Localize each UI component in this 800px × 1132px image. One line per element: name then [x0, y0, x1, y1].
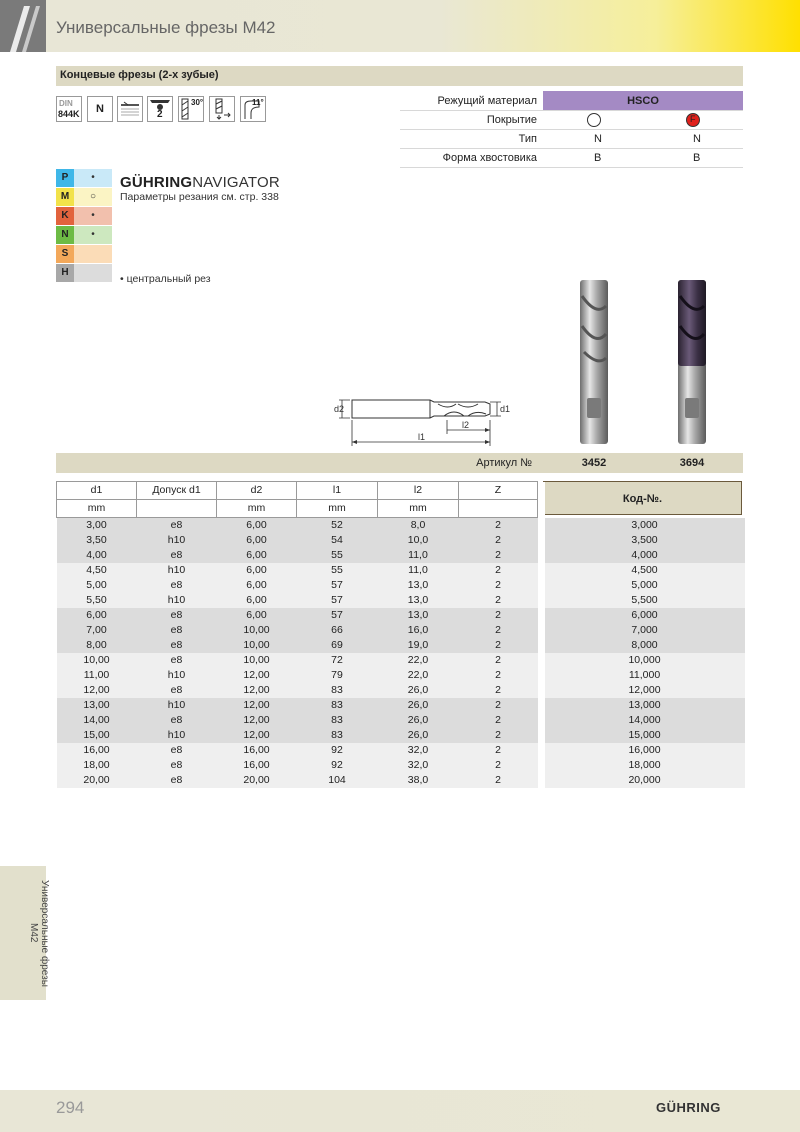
- column-gap: [538, 548, 545, 563]
- table-row: [57, 533, 745, 548]
- cell-d2: 10,00: [217, 653, 297, 668]
- cell-l2: 32,0: [378, 743, 459, 758]
- cell-code: 4,500: [545, 563, 745, 578]
- cell-l2: 26,0: [378, 698, 459, 713]
- cell-l1: 72: [297, 653, 378, 668]
- cell-l2: 13,0: [378, 578, 459, 593]
- plunge-icon: [209, 96, 235, 122]
- cell-z: 2: [459, 668, 538, 683]
- cell-d2: 6,00: [217, 608, 297, 623]
- section-title: Концевые фрезы (2-х зубые): [60, 69, 219, 81]
- material-value: HSCO: [627, 95, 659, 107]
- column-gap: [538, 728, 545, 743]
- cell-d1: 11,00: [57, 668, 137, 683]
- cell-d1: 5,50: [57, 593, 137, 608]
- cell-tolerance: h10: [137, 593, 217, 608]
- cell-tolerance: e8: [137, 608, 217, 623]
- table-row: [57, 728, 745, 743]
- article-number-1: 3452: [581, 457, 607, 469]
- cell-l2: 16,0: [378, 623, 459, 638]
- table-row: [57, 758, 745, 773]
- cell-l2: 26,0: [378, 728, 459, 743]
- cell-z: 2: [459, 548, 538, 563]
- cell-l1: 57: [297, 578, 378, 593]
- side-tab-line-2: M42: [28, 923, 39, 943]
- column-gap: [538, 500, 545, 518]
- flute-count: 2: [157, 109, 163, 120]
- cell-l2: 11,0: [378, 563, 459, 578]
- table-row: [57, 623, 745, 638]
- cell-tolerance: e8: [137, 713, 217, 728]
- unit-l1: mm: [297, 500, 378, 518]
- cell-l1: 69: [297, 638, 378, 653]
- unit-d1: mm: [57, 500, 137, 518]
- cell-tolerance: h10: [137, 563, 217, 578]
- cell-d1: 4,50: [57, 563, 137, 578]
- coating-mark: F: [690, 114, 696, 124]
- table-row: [57, 518, 745, 534]
- cell-d1: 12,00: [57, 683, 137, 698]
- cell-d2: 6,00: [217, 563, 297, 578]
- property-row-type: Тип N N: [400, 129, 743, 149]
- unit-z: [459, 500, 538, 518]
- cell-code: 5,500: [545, 593, 745, 608]
- material-suitability: •: [74, 169, 112, 187]
- table-row: [57, 548, 745, 563]
- unit-tolerance: [137, 500, 217, 518]
- cell-d2: 16,00: [217, 743, 297, 758]
- material-row-n: [56, 226, 112, 244]
- cell-d2: 12,00: [217, 713, 297, 728]
- cell-d2: 16,00: [217, 758, 297, 773]
- column-gap: [538, 623, 545, 638]
- din-number: 844K: [58, 109, 80, 119]
- header-z: Z: [459, 482, 538, 500]
- uncoated-circle-icon: [587, 113, 601, 127]
- page-title: Универсальные фрезы M42: [56, 18, 276, 37]
- property-row-shank: Форма хвостовика B B: [400, 148, 743, 168]
- table-unit-row: [57, 500, 745, 518]
- cell-code: 13,000: [545, 698, 745, 713]
- cell-code: 11,000: [545, 668, 745, 683]
- cell-code: 7,000: [545, 623, 745, 638]
- column-gap: [538, 653, 545, 668]
- cell-d1: 14,00: [57, 713, 137, 728]
- column-gap: [538, 713, 545, 728]
- cell-d1: 5,00: [57, 578, 137, 593]
- material-letter: K: [56, 207, 74, 225]
- navigator-brand-bold: GÜHRING: [120, 174, 193, 191]
- cell-l2: 38,0: [378, 773, 459, 788]
- column-gap: [538, 773, 545, 788]
- cell-l2: 19,0: [378, 638, 459, 653]
- cell-l1: 66: [297, 623, 378, 638]
- header-code-spacer: [545, 482, 745, 500]
- material-letter: P: [56, 169, 74, 187]
- milling-surface-icon: [117, 96, 143, 122]
- column-gap: [538, 578, 545, 593]
- table-row: [57, 653, 745, 668]
- material-suitability: ○: [74, 188, 112, 206]
- cell-code: 3,500: [545, 533, 745, 548]
- cell-l1: 52: [297, 518, 378, 534]
- helix-angle-value: 30°: [191, 98, 204, 107]
- material-row-h: [56, 264, 112, 282]
- material-suitability: [74, 264, 112, 282]
- logo-stripes-icon: [0, 0, 46, 52]
- cell-l2: 22,0: [378, 653, 459, 668]
- material-suitability: •: [74, 226, 112, 244]
- cell-l2: 11,0: [378, 548, 459, 563]
- column-gap: [538, 563, 545, 578]
- cell-code: 10,000: [545, 653, 745, 668]
- column-gap: [538, 533, 545, 548]
- cell-l2: 26,0: [378, 713, 459, 728]
- column-gap: [538, 482, 545, 500]
- l2-label: l2: [462, 420, 470, 430]
- cell-code: 3,000: [545, 518, 745, 534]
- cell-d1: 4,00: [57, 548, 137, 563]
- column-gap: [538, 698, 545, 713]
- cell-z: 2: [459, 533, 538, 548]
- cell-code: 12,000: [545, 683, 745, 698]
- cell-d1: 15,00: [57, 728, 137, 743]
- cell-tolerance: h10: [137, 698, 217, 713]
- cell-l1: 54: [297, 533, 378, 548]
- l1-label: l1: [418, 432, 426, 442]
- cell-code: 8,000: [545, 638, 745, 653]
- column-gap: [538, 638, 545, 653]
- table-row: [57, 683, 745, 698]
- cell-d1: 18,00: [57, 758, 137, 773]
- cell-tolerance: h10: [137, 533, 217, 548]
- cell-z: 2: [459, 743, 538, 758]
- cell-d1: 8,00: [57, 638, 137, 653]
- cell-code: 15,000: [545, 728, 745, 743]
- footer-brand-logo: GÜHRING: [656, 1100, 721, 1115]
- cell-z: 2: [459, 638, 538, 653]
- cell-tolerance: e8: [137, 518, 217, 534]
- cell-z: 2: [459, 563, 538, 578]
- cell-l1: 83: [297, 728, 378, 743]
- table-row: [57, 698, 745, 713]
- cell-l1: 104: [297, 773, 378, 788]
- cell-l2: 26,0: [378, 683, 459, 698]
- material-label: Режущий материал: [437, 95, 537, 107]
- cell-z: 2: [459, 758, 538, 773]
- cell-l2: 10,0: [378, 533, 459, 548]
- unit-code-spacer: [545, 500, 745, 518]
- cell-d2: 6,00: [217, 578, 297, 593]
- cell-z: 2: [459, 683, 538, 698]
- cell-d2: 12,00: [217, 728, 297, 743]
- cell-d2: 12,00: [217, 698, 297, 713]
- material-row-s: [56, 245, 112, 263]
- column-gap: [538, 743, 545, 758]
- cell-z: 2: [459, 698, 538, 713]
- cell-d2: 6,00: [217, 533, 297, 548]
- type-n-badge: [87, 96, 113, 122]
- cell-d2: 12,00: [217, 683, 297, 698]
- material-suitability: [74, 245, 112, 263]
- cell-tolerance: e8: [137, 623, 217, 638]
- column-gap: [538, 608, 545, 623]
- side-tab-line-1: Универсальные фрезы: [39, 879, 50, 987]
- cell-d1: 13,00: [57, 698, 137, 713]
- dimension-table: [56, 481, 745, 788]
- unit-l2: mm: [378, 500, 459, 518]
- cell-l1: 55: [297, 548, 378, 563]
- cell-d2: 10,00: [217, 638, 297, 653]
- coating-label: Покрытие: [486, 114, 537, 126]
- article-number-2: 3694: [679, 457, 705, 469]
- cell-d2: 12,00: [217, 668, 297, 683]
- table-row: [57, 743, 745, 758]
- cell-z: 2: [459, 623, 538, 638]
- material-row-k: [56, 207, 112, 225]
- cell-l2: 13,0: [378, 608, 459, 623]
- shank-label: Форма хвостовика: [442, 152, 537, 164]
- material-letter: M: [56, 188, 74, 206]
- cell-l2: 32,0: [378, 758, 459, 773]
- code-column-header: Код-№.: [543, 481, 742, 515]
- cell-l1: 83: [297, 683, 378, 698]
- column-gap: [538, 758, 545, 773]
- cell-d1: 7,00: [57, 623, 137, 638]
- unit-d2: mm: [217, 500, 297, 518]
- cell-tolerance: e8: [137, 548, 217, 563]
- cell-tolerance: e8: [137, 773, 217, 788]
- cell-tolerance: e8: [137, 758, 217, 773]
- material-row-p: [56, 169, 112, 187]
- cell-tolerance: e8: [137, 683, 217, 698]
- table-row: [57, 593, 745, 608]
- uncoated-end-mill-image: [576, 276, 612, 448]
- header-l1: l1: [297, 482, 378, 500]
- cell-tolerance: e8: [137, 638, 217, 653]
- type-n-label: N: [96, 103, 104, 115]
- flute-count-icon: [147, 96, 173, 122]
- cell-d2: 10,00: [217, 623, 297, 638]
- d1-label: d1: [500, 404, 511, 414]
- cell-code: 20,000: [545, 773, 745, 788]
- cell-tolerance: h10: [137, 728, 217, 743]
- cell-d1: 3,00: [57, 518, 137, 534]
- cell-code: 16,000: [545, 743, 745, 758]
- cell-code: 18,000: [545, 758, 745, 773]
- column-gap: [538, 593, 545, 608]
- clearance-angle-value: 11°: [252, 98, 264, 107]
- table-row: [57, 563, 745, 578]
- table-row: [57, 713, 745, 728]
- material-letter: H: [56, 264, 74, 282]
- property-row-coating: [400, 110, 743, 130]
- cell-l1: 83: [297, 698, 378, 713]
- table-row: [57, 773, 745, 788]
- cell-z: 2: [459, 713, 538, 728]
- type-label: Тип: [518, 133, 537, 145]
- din-label: DIN: [59, 99, 73, 108]
- helix-angle-icon: [178, 96, 204, 122]
- din-standard-badge: [56, 96, 82, 122]
- cell-d2: 20,00: [217, 773, 297, 788]
- center-cut-note: • центральный рез: [120, 273, 211, 285]
- cell-l1: 92: [297, 758, 378, 773]
- cell-d1: 3,50: [57, 533, 137, 548]
- cell-l2: 22,0: [378, 668, 459, 683]
- coated-end-mill-image: [674, 276, 710, 448]
- table-row: [57, 608, 745, 623]
- navigator-brand-light: NAVIGATOR: [192, 174, 280, 191]
- cell-l2: 13,0: [378, 593, 459, 608]
- cell-l1: 55: [297, 563, 378, 578]
- cell-l1: 79: [297, 668, 378, 683]
- d2-label: d2: [334, 404, 345, 414]
- column-gap: [538, 668, 545, 683]
- cell-l1: 57: [297, 593, 378, 608]
- cell-d2: 6,00: [217, 548, 297, 563]
- cell-tolerance: e8: [137, 578, 217, 593]
- cell-code: 6,000: [545, 608, 745, 623]
- cell-code: 4,000: [545, 548, 745, 563]
- table-row: [57, 638, 745, 653]
- page-number: 294: [56, 1098, 85, 1117]
- column-gap: [538, 518, 545, 534]
- cell-d1: 10,00: [57, 653, 137, 668]
- cell-z: 2: [459, 608, 538, 623]
- coated-circle-icon: [686, 113, 700, 127]
- cell-d1: 20,00: [57, 773, 137, 788]
- cell-tolerance: e8: [137, 743, 217, 758]
- cell-z: 2: [459, 653, 538, 668]
- cell-tolerance: e8: [137, 653, 217, 668]
- table-header-row: [57, 482, 745, 500]
- table-row: [57, 668, 745, 683]
- table-row: [57, 578, 745, 593]
- tool-dimension-drawing: [330, 380, 520, 450]
- material-suitability: •: [74, 207, 112, 225]
- cell-l1: 92: [297, 743, 378, 758]
- side-tab-label: [4, 866, 50, 1000]
- cell-code: 14,000: [545, 713, 745, 728]
- cell-l1: 83: [297, 713, 378, 728]
- material-letter: S: [56, 245, 74, 263]
- header-d1: d1: [57, 482, 137, 500]
- cell-d1: 16,00: [57, 743, 137, 758]
- cell-l1: 57: [297, 608, 378, 623]
- clearance-angle-icon: [240, 96, 266, 122]
- cell-l2: 8,0: [378, 518, 459, 534]
- cell-z: 2: [459, 728, 538, 743]
- article-label: Артикул №: [476, 457, 532, 469]
- cell-d1: 6,00: [57, 608, 137, 623]
- logo-mark: [0, 0, 46, 52]
- cell-z: 2: [459, 578, 538, 593]
- column-gap: [538, 683, 545, 698]
- cutting-params-note: Параметры резания см. стр. 338: [120, 191, 279, 203]
- cell-z: 2: [459, 518, 538, 534]
- cell-z: 2: [459, 773, 538, 788]
- header-l2: l2: [378, 482, 459, 500]
- cell-tolerance: h10: [137, 668, 217, 683]
- cell-code: 5,000: [545, 578, 745, 593]
- material-letter: N: [56, 226, 74, 244]
- header-d2: d2: [217, 482, 297, 500]
- material-row-m: [56, 188, 112, 206]
- navigator-logo: [120, 174, 280, 191]
- cell-z: 2: [459, 593, 538, 608]
- header-tolerance: Допуск d1: [137, 482, 217, 500]
- cell-d2: 6,00: [217, 593, 297, 608]
- cell-d2: 6,00: [217, 518, 297, 534]
